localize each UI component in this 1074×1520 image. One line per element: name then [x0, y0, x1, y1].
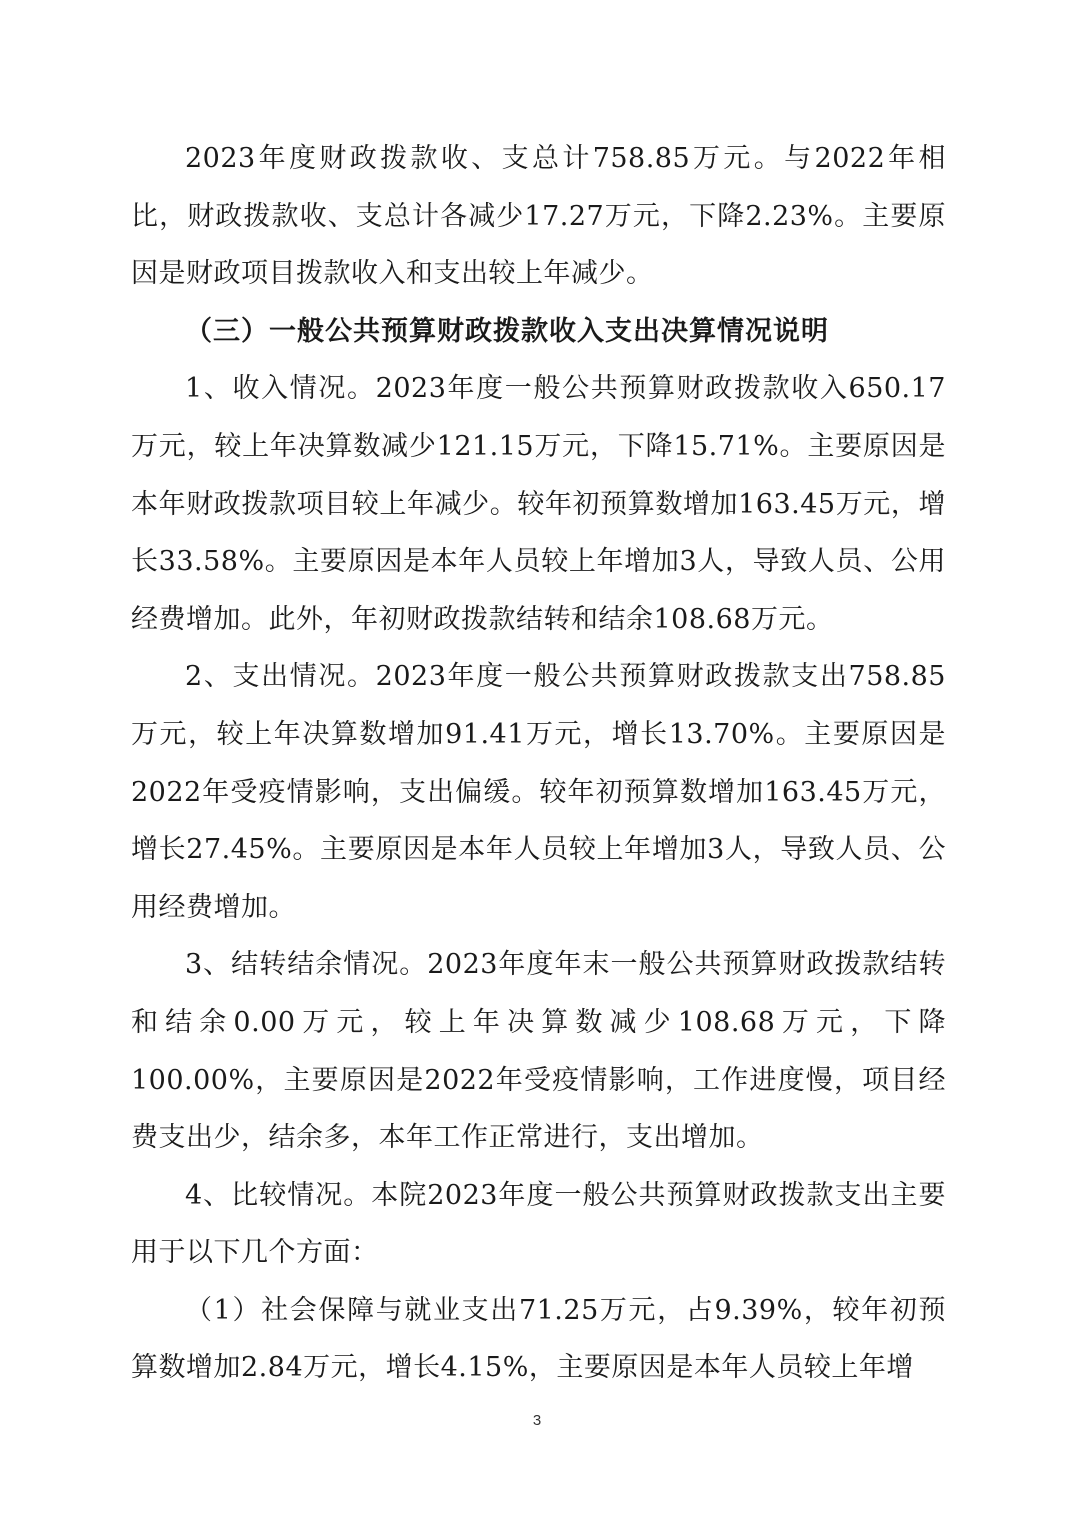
paragraph-comparison: 4、比较情况。本院2023年度一般公共预算财政拨款支出主要用于以下几个方面： — [131, 1179, 946, 1269]
document-body — [131, 130, 946, 1397]
section-heading: （三）一般公共预算财政拨款收入支出决算情况说明 — [185, 315, 829, 347]
paragraph-income: 1、收入情况。2023年度一般公共预算财政拨款收入650.17万元，较上年决算数减少121.15万元，下降15.71%。主要原因是本年财政拨款项目较上年减少。较年初预算数增加163.45万元，增长33.58%。主要原因是本年人员较上年增加3人，导致人员、公用经费增加。此外，年初财政拨款结转和结余108.68万元。 — [131, 373, 946, 635]
page-number: 3 — [532, 1412, 542, 1429]
paragraph-expenditure: 2、支出情况。2023年度一般公共预算财政拨款支出758.85万元，较上年决算数增加91.41万元，增长13.70%。主要原因是2022年受疫情影响，支出偏缓。较年初预算数增加163.45万元，增长27.45%。主要原因是本年人员较上年增加3人，导致人员、公用经费增加。 — [131, 661, 946, 923]
paragraph-social-security: （1）社会保障与就业支出71.25万元，占9.39%，较年初预算数增加2.84万元，增长4.15%，主要原因是本年人员较上年增 — [131, 1294, 946, 1384]
paragraph-carryover: 3、结转结余情况。2023年度年末一般公共预算财政拨款结转和结余0.00万元，较上年决算数减少108.68万元，下降100.00%，主要原因是2022年受疫情影响，工作进度慢，项目经费支出少，结余多，本年工作正常进行，支出增加。 — [131, 949, 946, 1154]
paragraph-fiscal-total: 2023年度财政拨款收、支总计758.85万元。与2022年相比，财政拨款收、支总计各减少17.27万元，下降2.23%。主要原因是财政项目拨款收入和支出较上年减少。 — [131, 143, 946, 290]
